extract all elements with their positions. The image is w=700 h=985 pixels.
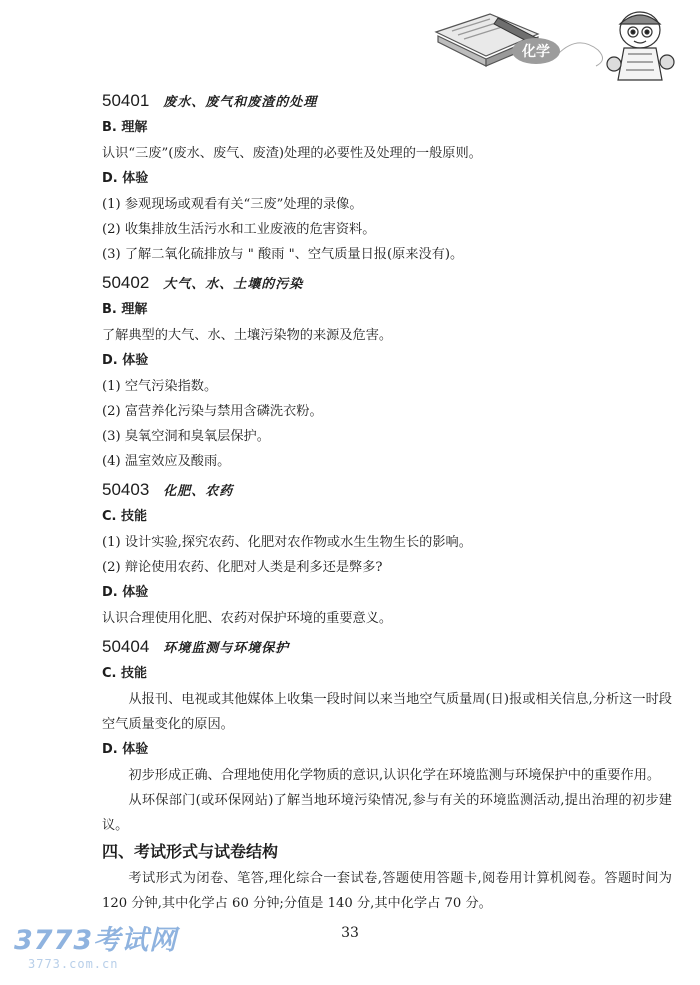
level-label: B. 理解 xyxy=(102,302,148,317)
chapter-heading: 四、考试形式与试卷结构 xyxy=(102,842,279,861)
section-title: 环境监测与环境保护 xyxy=(163,641,290,656)
level-label: D. 体验 xyxy=(102,353,149,368)
subject-label: 化学 xyxy=(512,38,560,64)
swirl-icon xyxy=(558,43,603,66)
section-code: 50404 xyxy=(102,637,150,656)
level-label: C. 技能 xyxy=(102,666,148,681)
level-label: C. 技能 xyxy=(102,509,148,524)
level-label: D. 体验 xyxy=(102,585,149,600)
page-number: 33 xyxy=(341,925,359,941)
list-item: (2) 收集排放生活污水和工业废液的危害资料。 xyxy=(102,222,376,237)
section-code: 50402 xyxy=(102,273,150,292)
list-item: (1) 参观现场或观看有关“三废”处理的录像。 xyxy=(102,197,363,212)
content-area xyxy=(102,85,672,916)
section-heading xyxy=(102,87,672,115)
section-title: 大气、水、土壤的污染 xyxy=(163,277,304,292)
paragraph: 考试形式为闭卷、笔答,理化综合一套试卷,答题使用答题卡,阅卷用计算机阅卷。答题时间为 120 分钟,其中化学占 60 分钟;分值是 140 分,其中化学占 70 分。 xyxy=(102,871,672,911)
paragraph: 初步形成正确、合理地使用化学物质的意识,认识化学在环境监测与环境保护中的重要作用。 xyxy=(128,768,661,783)
list-item: (2) 富营养化污染与禁用含磷洗衣粉。 xyxy=(102,404,323,419)
list-item: (1) 空气污染指数。 xyxy=(102,379,218,394)
level-label: D. 体验 xyxy=(102,742,149,757)
list-item: (2) 辩论使用农药、化肥对人类是利多还是弊多? xyxy=(102,560,383,575)
watermark-logo: 3773考试网 xyxy=(14,925,178,956)
level-label: D. 体验 xyxy=(102,171,149,186)
text-line: 认识“三废”(废水、废气、废渣)处理的必要性及处理的一般原则。 xyxy=(102,146,482,161)
section-heading xyxy=(102,269,672,297)
section-heading xyxy=(102,633,672,661)
paragraph: 从报刊、电视或其他媒体上收集一段时间以来当地空气质量周(日)报或相关信息,分析这一时段空气质量变化的原因。 xyxy=(102,692,672,732)
list-item: (4) 温室效应及酸雨。 xyxy=(102,454,231,469)
section-heading xyxy=(102,476,672,504)
section-code: 50403 xyxy=(102,480,150,499)
section-code: 50401 xyxy=(102,91,150,110)
paragraph: 从环保部门(或环保网站)了解当地环境污染情况,参与有关的环境监测活动,提出治理的初步建议。 xyxy=(102,793,672,833)
level-label: B. 理解 xyxy=(102,120,148,135)
text-line: 认识合理使用化肥、农药对保护环境的重要意义。 xyxy=(102,611,393,626)
list-item: (3) 臭氧空洞和臭氧层保护。 xyxy=(102,429,270,444)
section-title: 化肥、农药 xyxy=(163,484,234,499)
text-line: 了解典型的大气、水、土壤污染物的来源及危害。 xyxy=(102,328,393,343)
section-title: 废水、废气和废渣的处理 xyxy=(163,95,318,110)
list-item: (1) 设计实验,探究农药、化肥对农作物或水生生物生长的影响。 xyxy=(102,535,472,550)
cartoon-kid-icon xyxy=(607,12,674,80)
watermark-url: 3773.com.cn xyxy=(28,957,119,971)
site-watermark xyxy=(14,918,177,971)
list-item: (3) 了解二氧化硫排放与 " 酸雨 "、空气质量日报(原来没有)。 xyxy=(102,247,464,262)
